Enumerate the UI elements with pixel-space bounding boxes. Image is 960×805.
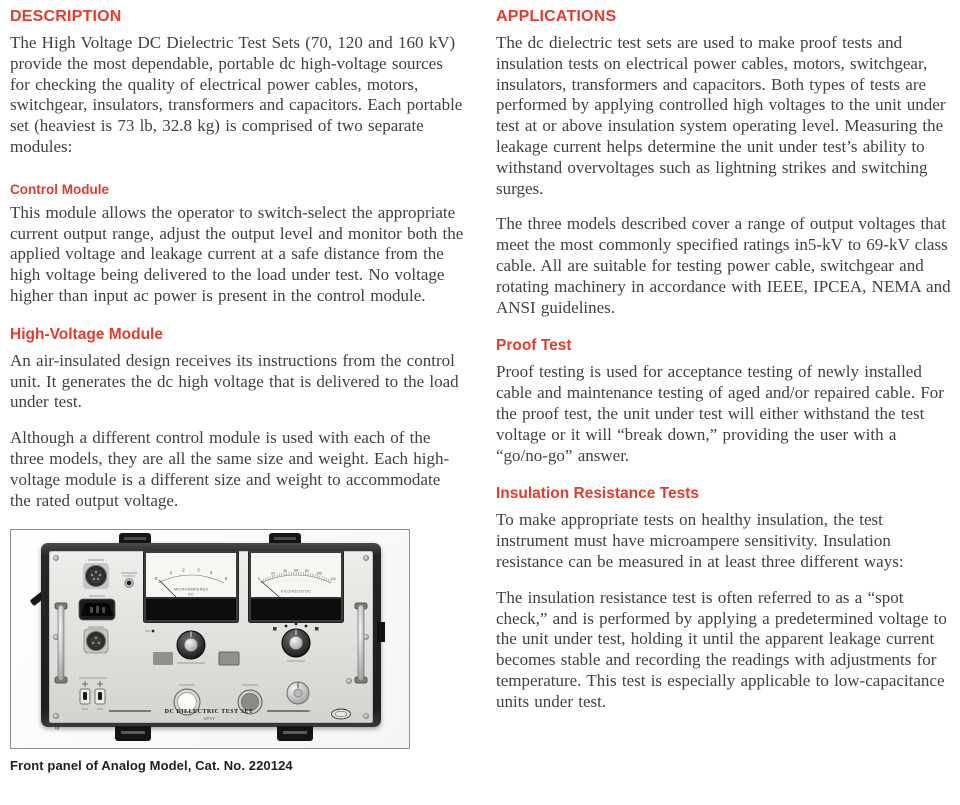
- insulation-resistance-paragraph-1: To make appropriate tests on healthy insulation, the test instrument must have microampere sensitivity. Insulation resistance can be measured in at least three different ways:: [496, 510, 904, 571]
- ac-input-inlet[interactable]: [79, 596, 115, 620]
- applications-heading: APPLICATIONS: [496, 8, 617, 25]
- interlock-connector[interactable]: [84, 627, 108, 653]
- panel-subtitle-text: 120 kV: [203, 716, 215, 721]
- front-panel-face: [49, 551, 373, 723]
- left-column: [10, 8, 466, 773]
- figure-caption: Front panel of Analog Model, Cat. No. 220124: [10, 758, 293, 774]
- control-module-paragraph: This module allows the operator to switch-select the appropriate current output range, adjust the output level and monitor both the applied voltage and leakage current at a safe distance from the high voltage being delivered to the load under test. No voltage higher than input ac power is present in the control module.: [10, 202, 464, 305]
- panel-title-text: DC DIELECTRIC TEST SET: [164, 709, 254, 716]
- high-voltage-module-paragraph-1: An air-insulated design receives its instructions from the control unit. It generates the dc high voltage that is delivered to the load under test.: [10, 350, 459, 412]
- meter1-tick-0: 0: [154, 576, 158, 582]
- front-panel-photo: [11, 530, 409, 748]
- meter1-tick-2: 2: [182, 567, 185, 573]
- description-heading: DESCRIPTION: [10, 8, 122, 25]
- meter1-tick-1: 1: [169, 570, 173, 576]
- bottom-latch-left: [115, 726, 151, 741]
- meter2-tick-5: 100: [316, 571, 322, 576]
- description-intro-paragraph: The High Voltage DC Dielectric Test Sets (70, 120 and 160 kV) provide the most dependable, portable dc high-voltage sources for checking the quality of electrical power cables, motors, switchgear, insulators, transformers and capacitors. Each portable set (heaviest is 73 lb, 32.8 kg) is comprised of two separate modules:: [10, 33, 463, 156]
- proof-test-heading: Proof Test: [496, 337, 572, 355]
- proof-test-paragraph: Proof testing is used for acceptance testing of newly installed cable and maintenance testing of aged and/or repaired cable. For the proof test, the unit under test will either withstand the test voltage or it will “break down,” providing the user with a “go/no-go” answer.: [496, 362, 944, 465]
- bottom-latch-right: [277, 726, 313, 741]
- applications-paragraph-2: The three models described cover a range of output voltages that meet the most commonly specified ratings in5-kV to 69-kV class cable. All are suitable for testing power cable, switchgear and rotating machinery in accordance with IEEE, IPCEA, NEMA and ANSI guidelines.: [496, 214, 951, 317]
- high-voltage-module-paragraph-2: Although a different control module is used with each of the three models, they are all the same size and weight. Each high-voltage module is a different size and weight to accommodate the rated output voltage.: [10, 428, 450, 510]
- meter1-label: MICROAMPERES: [173, 586, 209, 592]
- applications-paragraph-1: The dc dielectric test sets are used to make proof tests and insulation tests on electrical power cables, motors, switchgear, insulators, transformers and capacitors. Both types of tests are performed by applying controlled high voltages to the unit under test at or above insulation system operating level. Measuring the leakage current helps determine the unit under test’s ability to withstand overvoltages such as lightning strikes and switching surges.: [496, 33, 946, 198]
- kilovolts-meter: [249, 551, 344, 623]
- meter2-tick-4: 80: [305, 569, 309, 574]
- microamperes-meter: [144, 551, 239, 623]
- hv-module-connector[interactable]: [83, 560, 109, 589]
- control-module-heading: Control Module: [10, 181, 109, 197]
- meter1-label-dc: DC: [187, 591, 195, 597]
- meter2-tick-0: 0: [258, 577, 260, 582]
- brand-badge: [332, 709, 351, 719]
- high-voltage-module-heading: High-Voltage Module: [10, 325, 163, 343]
- case-side-tab: [377, 622, 385, 642]
- range-button-right[interactable]: [219, 652, 239, 665]
- meter1-tick-3: 3: [197, 567, 200, 573]
- meter2-tick-3: 60: [294, 568, 298, 573]
- right-column: [496, 8, 952, 773]
- meter2-label: KILOVOLTS DC: [280, 588, 312, 594]
- insulation-resistance-paragraph-2: The insulation resistance test is often referred to as a “spot check,” and is performed by applying a predetermined voltage to the unit under test, holding it until the apparent leakage current becomes stable and recording the readings with adjustments for temperature. This test is especially applicable to low-capacitance units under test.: [496, 587, 947, 711]
- meter1-tick-5: 5: [224, 576, 228, 582]
- front-panel-figure: [10, 529, 410, 749]
- meter1-tick-4: 4: [209, 570, 213, 576]
- meter2-tick-6: 120: [330, 577, 336, 582]
- meter2-tick-2: 40: [283, 569, 287, 574]
- meter2-tick-1: 20: [271, 571, 275, 576]
- insulation-resistance-heading: Insulation Resistance Tests: [496, 485, 699, 503]
- range-button-left[interactable]: [153, 652, 173, 665]
